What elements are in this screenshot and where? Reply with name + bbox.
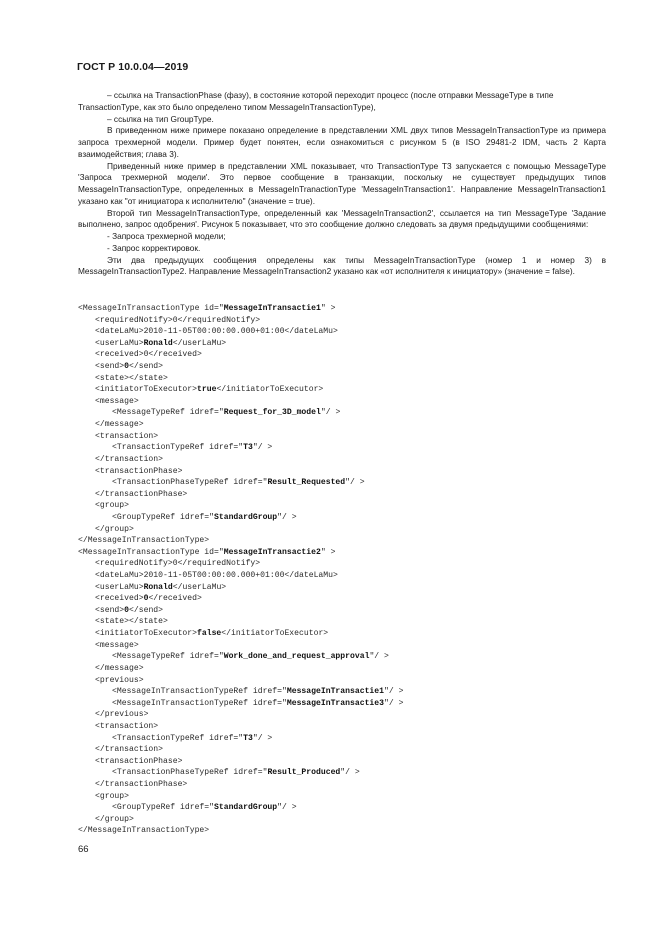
code-line [78, 709, 618, 721]
code-line [78, 825, 618, 837]
code-line [78, 558, 618, 570]
code-text: </previous> [95, 710, 149, 720]
code-line [78, 663, 618, 675]
code-text: <MessageTypeRef idref=" [112, 408, 224, 418]
code-line [78, 756, 618, 768]
code-text: <dateLaMu>2010-11-05T00:00:00.000+01:00</dateLaMu> [95, 571, 338, 581]
code-value: StandardGroup [214, 803, 278, 813]
code-line [78, 315, 618, 327]
code-line [78, 431, 618, 443]
code-value: Ronald [143, 338, 173, 348]
code-line [78, 675, 618, 687]
code-line [78, 407, 618, 419]
paragraph: Эти два предыдущих сообщения определены как типы MessageInTransactionType (номер 1 и номер 3) в MessageInTransactionType2. Направление MessageInTransaction2 указано как «от исполнителя к инициатору» (значение = false). [78, 254, 606, 277]
paragraph: Приведенный ниже пример в представлении XML показывает, что TransactionType T3 запускается с помощью MessageType 'Запроса трехмерной модели'. Это первое сообщение в транзакции, поскольку не существует предыдущих типов MessageInTransactionType, определенных в MessageInTranactionType 'MessageInTransaction1'. Направление MessageInTransaction1 указано как "от инициатора к исполнителю" (значение = true). [78, 160, 606, 206]
code-line [78, 744, 618, 756]
code-line [78, 791, 618, 803]
paragraph: В приведенном ниже примере показано определение в представлении XML двух типов MessageInTransactionType из примера запроса трехмерной модели. Пример будет понятен, если ознакомиться с рисунком 5 (в ISO 29481-2 IDM, часть 2 Карта взаимодействия; глава 3). [78, 125, 606, 159]
code-text: "/ > [252, 443, 273, 453]
code-value: false [197, 629, 222, 639]
paragraph-list-item: - Запрос корректировок. [107, 242, 201, 253]
code-text: <send> [95, 605, 125, 615]
code-text: <MessageInTransactionTypeRef idref=" [112, 687, 287, 697]
code-line [78, 384, 618, 396]
code-line [78, 303, 618, 315]
code-text: </initiatorToExecutor> [216, 385, 324, 395]
code-line [78, 570, 618, 582]
code-value: StandardGroup [214, 512, 278, 522]
code-value: true [197, 385, 217, 395]
code-line [78, 373, 618, 385]
code-text: "/ > [320, 408, 341, 418]
code-line [78, 593, 618, 605]
code-line [78, 442, 618, 454]
code-text: <GroupTypeRef idref=" [112, 512, 214, 522]
code-text: "/ > [340, 768, 360, 778]
page-number: 66 [78, 844, 89, 855]
code-value: Result_Produced [267, 768, 341, 778]
code-line [78, 512, 618, 524]
code-text: <initiatorToExecutor> [95, 629, 197, 639]
code-text: "/ > [369, 652, 389, 662]
paragraph-list-item: - Запроса трехмерной модели; [107, 231, 226, 241]
code-line [78, 802, 618, 814]
code-line [78, 616, 618, 628]
code-text: </transaction> [95, 454, 163, 464]
code-text: <received> [95, 594, 144, 604]
xml-code-block [78, 303, 618, 837]
code-text: </message> [95, 663, 144, 673]
code-value: T3 [243, 733, 253, 743]
code-line [78, 814, 618, 826]
code-text: </send> [129, 605, 164, 615]
code-text: <MessageInTransactionType id=" [78, 304, 224, 313]
code-text: </send> [129, 362, 164, 372]
code-text: <requiredNotify>0</requiredNotify> [95, 315, 261, 325]
code-text: <requiredNotify>0</requiredNotify> [95, 559, 261, 569]
code-line [78, 500, 618, 512]
paragraph-list-item: – ссылка на тип GroupType. [107, 113, 214, 124]
code-text: </transaction> [95, 745, 163, 755]
code-text: <userLaMu> [95, 338, 144, 348]
code-text: <MessageInTransactionTypeRef idref=" [112, 698, 287, 708]
code-text: </userLaMu> [172, 582, 227, 592]
code-text: <dateLaMu>2010-11-05T00:00:00.000+01:00</dateLaMu> [95, 327, 338, 337]
code-text: "/ > [384, 687, 404, 697]
code-line [78, 454, 618, 466]
code-text: <message> [95, 396, 139, 406]
code-line [78, 547, 618, 559]
code-text: <message> [95, 640, 139, 650]
code-line [78, 338, 618, 350]
code-line [78, 477, 618, 489]
code-text: " > [320, 547, 336, 557]
code-text: <userLaMu> [95, 582, 144, 592]
code-text: </group> [95, 814, 134, 824]
code-line [78, 721, 618, 733]
code-text: </MessageInTransactionType> [78, 826, 210, 836]
document-header: ГОСТ Р 10.0.04—2019 [77, 61, 189, 73]
code-text: <transactionPhase> [95, 466, 183, 476]
code-text: </received> [148, 594, 202, 604]
code-text: <TransactionPhaseTypeRef idref=" [112, 478, 268, 488]
code-text: "/ > [345, 478, 365, 488]
code-line [78, 733, 618, 745]
code-text: <state></state> [95, 373, 168, 383]
code-text: <GroupTypeRef idref=" [112, 803, 214, 813]
code-line [78, 582, 618, 594]
code-line [78, 396, 618, 408]
code-value: Request_for_3D_model [223, 408, 321, 418]
code-line [78, 361, 618, 373]
code-text: </initiatorToExecutor> [221, 629, 329, 639]
code-value: 0 [143, 594, 149, 604]
code-text: </group> [95, 524, 134, 534]
code-text: </userLaMu> [172, 338, 227, 348]
code-line [78, 686, 618, 698]
code-text: <group> [95, 791, 129, 801]
code-text: <transactionPhase> [95, 756, 183, 766]
code-value: 0 [124, 605, 130, 615]
code-text: " > [320, 304, 336, 313]
code-value: Result_Requested [267, 478, 346, 488]
code-text: <TransactionTypeRef idref=" [112, 443, 244, 453]
code-text: </MessageInTransactionType> [78, 536, 210, 546]
code-line [78, 349, 618, 361]
code-text: <TransactionTypeRef idref=" [112, 733, 244, 743]
code-line [78, 419, 618, 431]
paragraph: Второй тип MessageInTransactionType, определенный как 'MessageInTransaction2', ссылается на тип MessageType 'Задание выполнено, запрос одобрения'. Рисунок 5 показывает, что это сообщение должно следовать за двумя предыдущими сообщениями: [78, 207, 606, 230]
code-line [78, 489, 618, 501]
code-text: <group> [95, 501, 129, 511]
code-text: <send> [95, 362, 125, 372]
code-line [78, 640, 618, 652]
code-text: "/ > [277, 803, 297, 813]
code-line [78, 698, 618, 710]
code-line [78, 651, 618, 663]
code-text: <MessageTypeRef idref=" [112, 652, 224, 662]
code-line [78, 535, 618, 547]
code-line [78, 524, 618, 536]
code-text: </transactionPhase> [95, 779, 188, 789]
code-text: </message> [95, 420, 144, 430]
code-text: <state></state> [95, 617, 168, 627]
code-text: "/ > [277, 512, 297, 522]
code-value: MessageInTransactie3 [286, 698, 385, 708]
code-text: <transaction> [95, 721, 159, 731]
code-line [78, 466, 618, 478]
code-value: T3 [243, 443, 253, 453]
code-text: <TransactionPhaseTypeRef idref=" [112, 768, 268, 778]
code-value: Work_done_and_request_approval [223, 652, 370, 662]
code-value: Ronald [143, 582, 173, 592]
code-value: MessageInTransactie1 [286, 687, 385, 697]
code-value: 0 [124, 362, 130, 372]
code-line [78, 767, 618, 779]
code-value: MessageInTransactie2 [223, 547, 321, 557]
code-line [78, 628, 618, 640]
body-text [78, 90, 606, 278]
code-text: "/ > [252, 733, 273, 743]
code-line [78, 605, 618, 617]
code-text: <transaction> [95, 431, 159, 441]
code-text: <received>0</received> [95, 350, 202, 360]
code-value: MessageInTransactie1 [223, 304, 321, 313]
code-text: <initiatorToExecutor> [95, 385, 197, 395]
code-text: </transactionPhase> [95, 489, 188, 499]
code-text: <MessageInTransactionType id=" [78, 547, 224, 557]
paragraph-list-item: – ссылка на TransactionPhase (фазу), в состояние которой переходит процесс (после отправки MessageType в типе TransactionType, как это было определено типом MessageInTransactionType), [78, 90, 554, 112]
code-line [78, 779, 618, 791]
code-text: <previous> [95, 675, 144, 685]
code-line [78, 326, 618, 338]
code-text: "/ > [384, 698, 404, 708]
